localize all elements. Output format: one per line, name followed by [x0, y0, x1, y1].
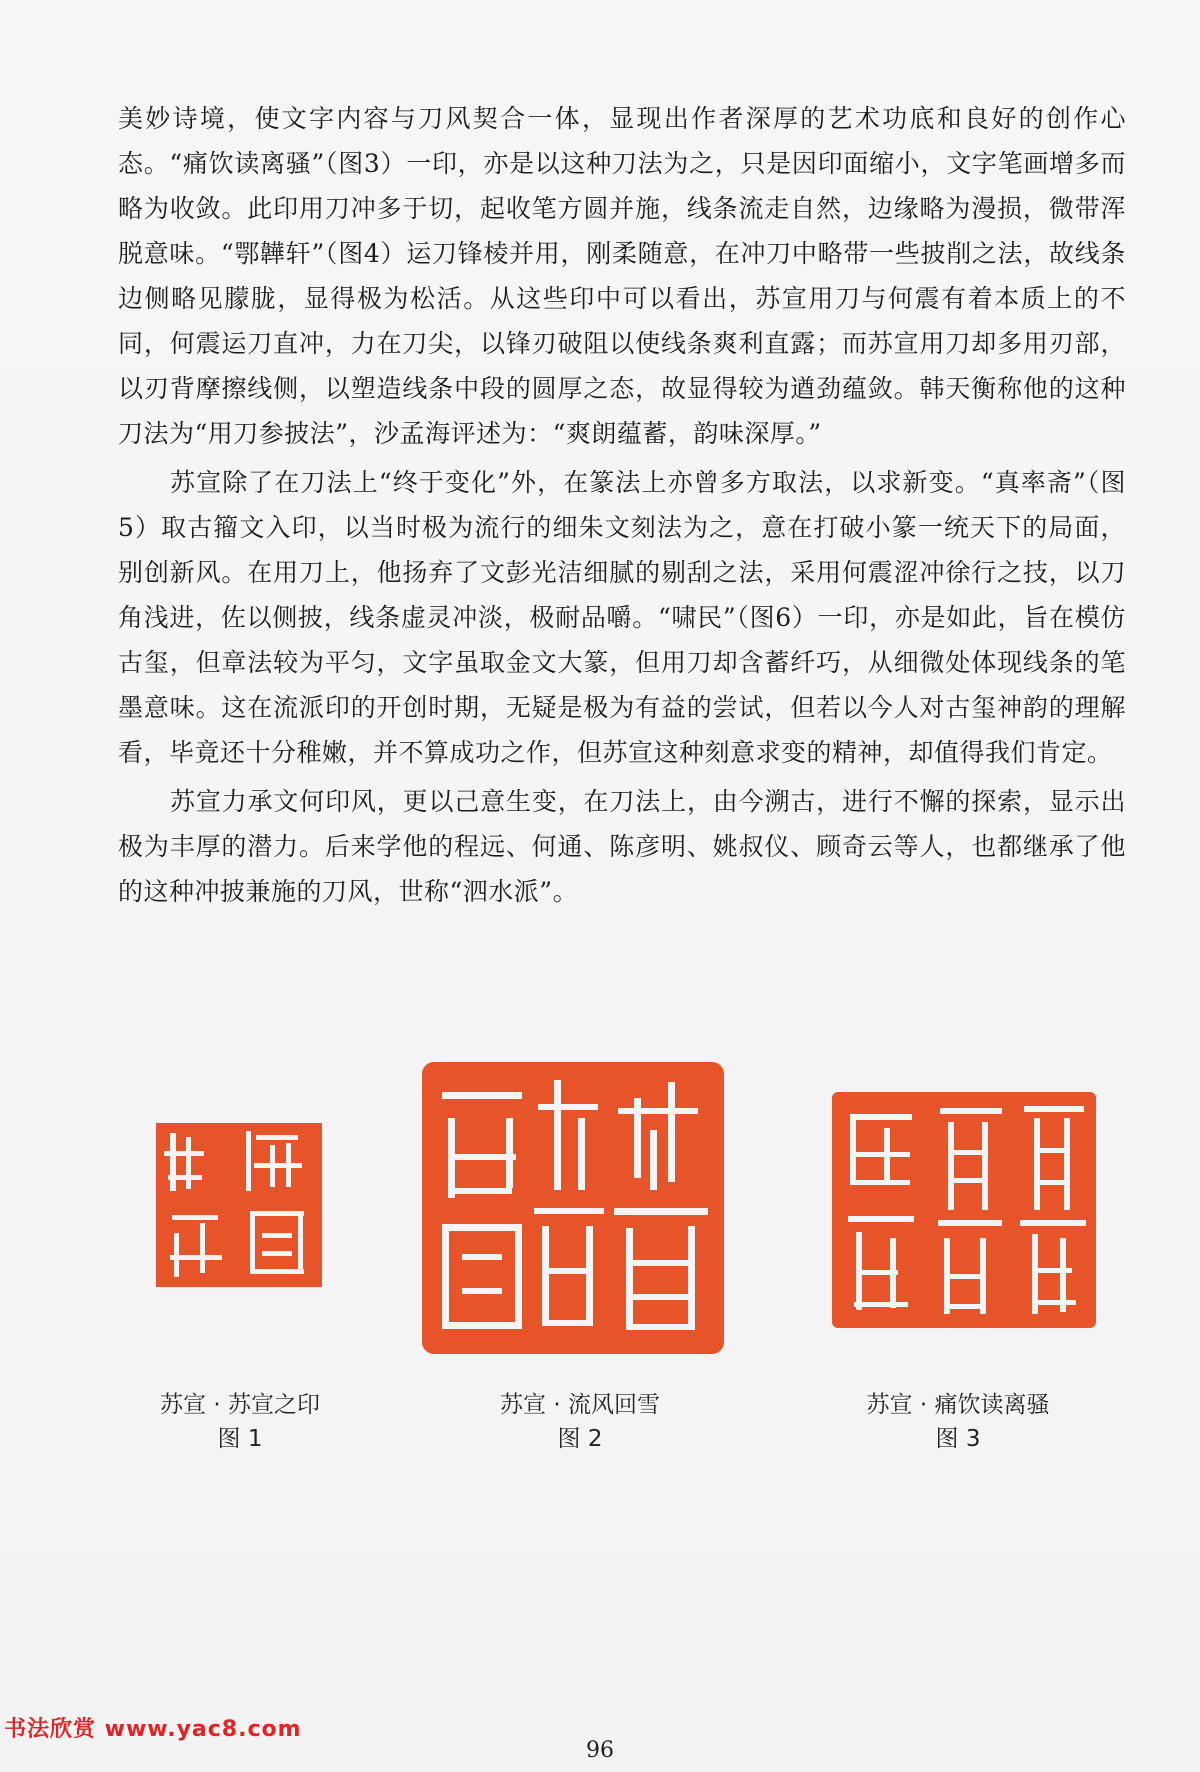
figure-1 — [150, 1115, 328, 1293]
caption-figure-2 — [450, 1388, 710, 1456]
seal-image-3 — [828, 1088, 1100, 1332]
page-number: 96 — [586, 1738, 614, 1763]
figure-2-title: 苏宣 · 流风回雪 — [500, 1392, 660, 1418]
figure-2-label: 图 2 — [557, 1426, 603, 1452]
seal-image-1 — [150, 1115, 328, 1293]
figure-1-title: 苏宣 · 苏宣之印 — [160, 1392, 320, 1418]
seal-image-2 — [418, 1058, 728, 1358]
figure-2 — [418, 1058, 728, 1358]
figure-3-title: 苏宣 · 痛饮读离骚 — [866, 1392, 1050, 1418]
figure-1-label: 图 1 — [217, 1426, 263, 1452]
paragraph-2: 苏宣除了在刀法上“终于变化”外，在篆法上亦曾多方取法，以求新变。“真率斋”（图5）取古籀文入印，以当时极为流行的细朱文刻法为之，意在打破小篆一统天下的局面，别创新风。在用刀上，他扬弃了文彭光洁细腻的剔刮之法，采用何震涩冲徐行之技，以刀角浅进，佐以侧披，线条虚灵冲淡，极耐品嚼。“啸民”（图6）一印，亦是如此，旨在模仿古玺，但章法较为平匀，文字虽取金文大篆，但用刀却含蓄纤巧，从细微处体现线条的笔墨意味。这在流派印的开创时期，无疑是极为有益的尝试，但若以今人对古玺神韵的理解看，毕竟还十分稚嫩，并不算成功之作，但苏宣这种刻意求变的精神，却值得我们肯定。 — [118, 468, 1126, 767]
watermark: 书法欣赏 www.yac8.com — [4, 1717, 302, 1742]
caption-figure-3 — [828, 1388, 1088, 1456]
paragraph-3: 苏宣力承文何印风，更以己意生变，在刀法上，由今溯古，进行不懈的探索，显示出极为丰厚的潜力。后来学他的程远、何通、陈彦明、姚叔仪、顾奇云等人，也都继承了他的这种冲披兼施的刀风，世称“泗水派”。 — [118, 787, 1126, 906]
body-text — [118, 96, 1126, 918]
figure-3-label: 图 3 — [935, 1426, 981, 1452]
figure-3 — [828, 1088, 1100, 1332]
paragraph-1: 美妙诗境，使文字内容与刀风契合一体，显现出作者深厚的艺术功底和良好的创作心态。“痛饮读离骚”（图3）一印，亦是以这种刀法为之，只是因印面缩小，文字笔画增多而略为收敛。此印用刀冲多于切，起收笔方圆并施，线条流走自然，边缘略为漫损，微带浑脱意味。“鄂韡轩”（图4）运刀锋棱并用，刚柔随意，在冲刀中略带一些披削之法，故线条边侧略见朦胧，显得极为松活。从这些印中可以看出，苏宣用刀与何震有着本质上的不同，何震运刀直冲，力在刀尖，以锋刃破阻以使线条爽利直露；而苏宣用刀却多用刃部，以刃背摩擦线侧，以塑造线条中段的圆厚之态，故显得较为遒劲蕴敛。韩天衡称他的这种刀法为“用刀参披法”，沙孟海评述为：“爽朗蕴蓄，韵味深厚。” — [118, 104, 1126, 448]
caption-figure-1 — [110, 1388, 370, 1456]
